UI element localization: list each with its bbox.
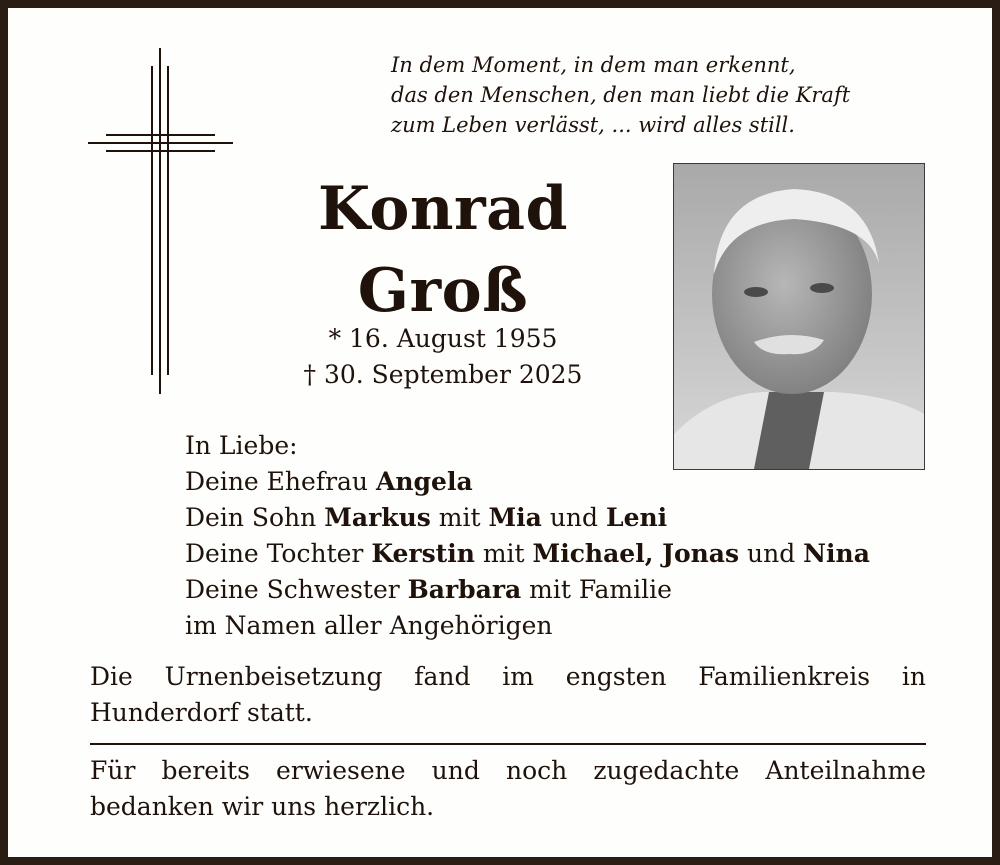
quote-line: das den Menschen, den man liebt die Kraft (391, 83, 851, 107)
birth-date: * 16. August 1955 (328, 324, 558, 353)
family-member-name: Michael, Jonas (532, 539, 740, 568)
family-line (185, 464, 945, 500)
family-line (185, 500, 945, 536)
quote-line: In dem Moment, in dem man erkennt, (391, 53, 796, 77)
family-text: mit (474, 539, 533, 568)
family-text: Deine Ehefrau (185, 467, 376, 496)
family-member-name: Mia (488, 503, 542, 532)
family-line (185, 572, 945, 608)
family-line (185, 536, 945, 572)
first-name: Konrad (318, 174, 568, 244)
family-text: und (739, 539, 804, 568)
family-member-name: Barbara (407, 575, 522, 604)
family-text: und (541, 503, 606, 532)
family-text: mit (430, 503, 489, 532)
family-text: Deine Tochter (185, 539, 372, 568)
thanks-note: Für bereits erwiesene und noch zugedachte Anteilnahme bedanken wir uns herzlich. (90, 756, 926, 821)
family-member-name: Markus (324, 503, 431, 532)
divider-line (90, 743, 926, 745)
portrait-photo (673, 163, 925, 470)
family-member-name: Nina (803, 539, 870, 568)
burial-notice: Die Urnenbeisetzung fand im engsten Familienkreis in Hunderdorf statt. (90, 662, 926, 727)
death-date: † 30. September 2025 (303, 360, 583, 389)
family-text: Deine Schwester (185, 575, 408, 604)
family-list (185, 428, 945, 644)
memorial-quote (391, 50, 951, 140)
family-member-name: Kerstin (371, 539, 475, 568)
cross-icon (88, 48, 233, 394)
deceased-name (258, 168, 628, 332)
last-name: Groß (357, 256, 529, 326)
family-closing: im Namen aller Angehörigen (185, 611, 553, 640)
family-text: mit Familie (521, 575, 672, 604)
life-dates (258, 321, 628, 393)
family-intro: In Liebe: (185, 431, 298, 460)
family-text: Dein Sohn (185, 503, 325, 532)
family-member-name: Angela (375, 467, 473, 496)
quote-line: zum Leben verlässt, ... wird alles still. (391, 113, 795, 137)
family-member-name: Leni (605, 503, 668, 532)
